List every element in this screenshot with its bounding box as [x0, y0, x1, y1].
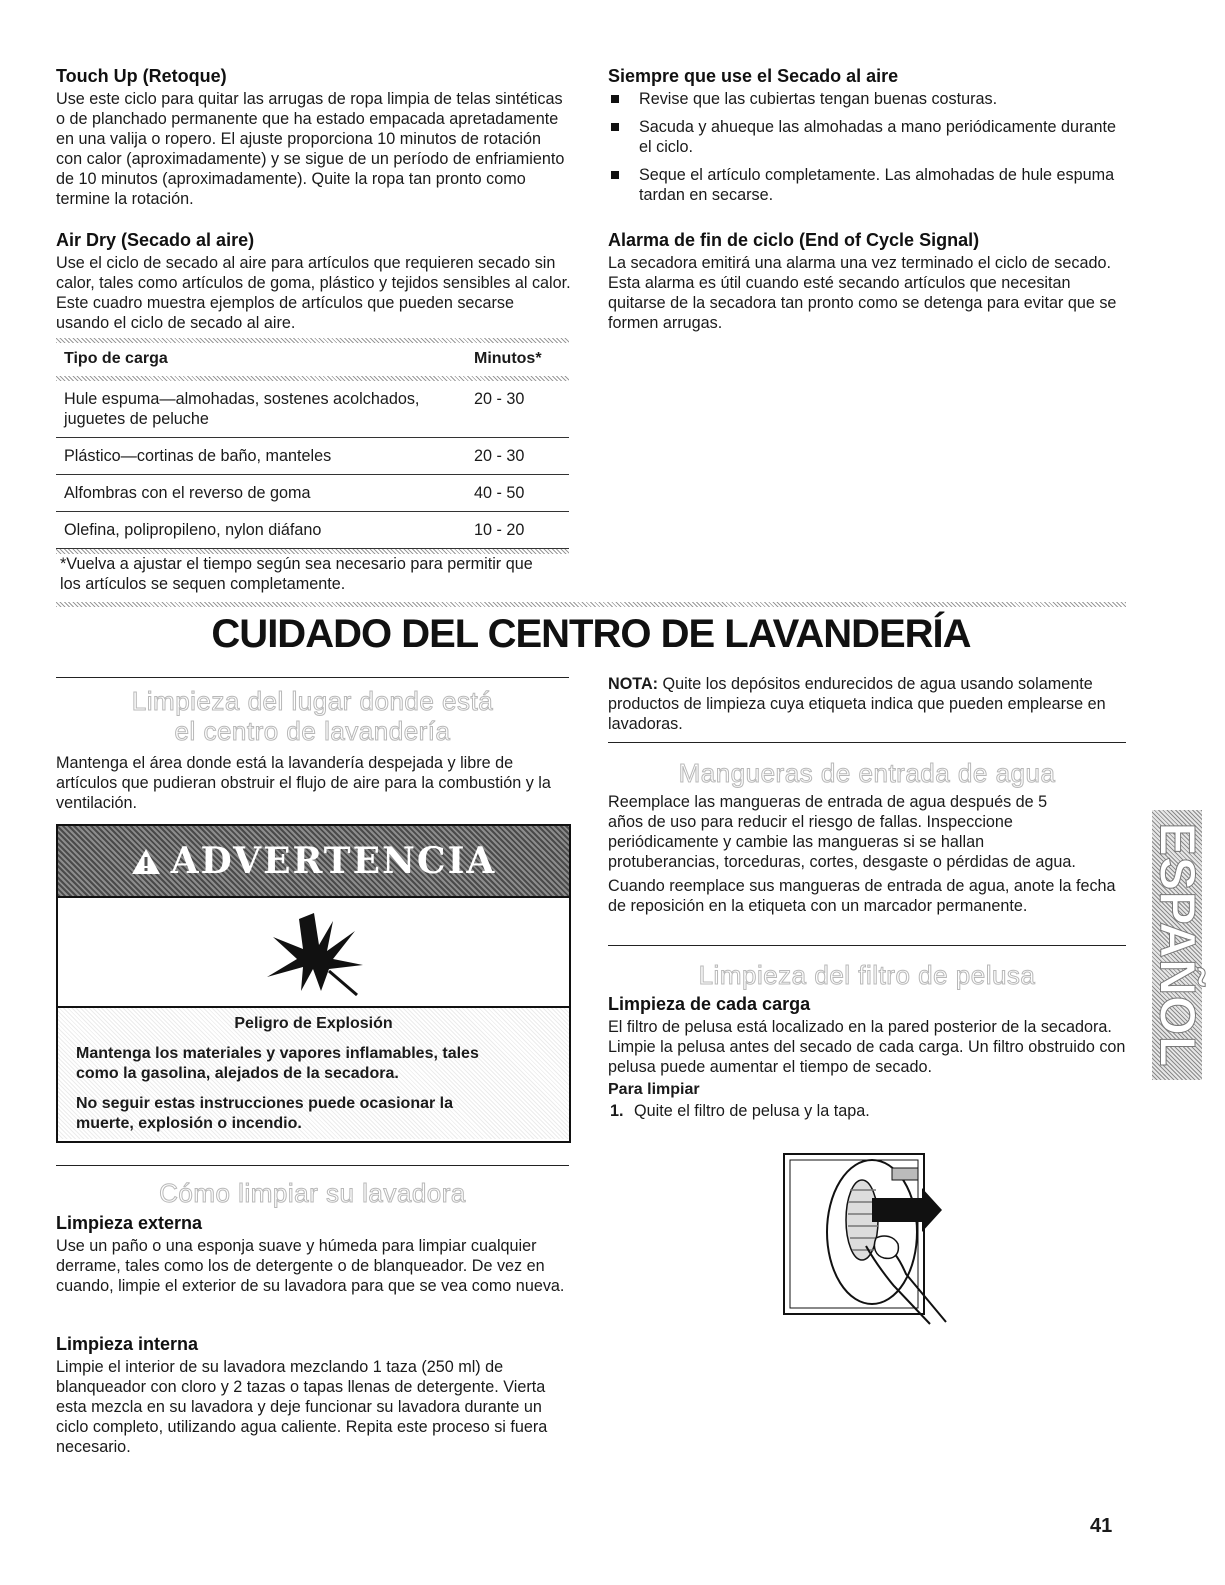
list-item: [608, 117, 1128, 157]
limpieza-interna-body: Limpie el interior de su lavadora mezclando 1 taza (250 ml) de blanqueador con cloro y 2 tazas o tapas llenas de detergente. Vierta esta mezcla en su lavadora y deje funcionar su lavadora durante un ciclo completo, utilizando agua caliente. Repita este proceso si fuera necesario.: [56, 1358, 548, 1456]
limpieza-lugar-heading: [56, 686, 569, 746]
step-item: [608, 1101, 1126, 1121]
touch-up-heading: Touch Up (Retoque): [56, 66, 227, 86]
limpieza-lugar-heading-line1: Limpieza del lugar donde está: [131, 686, 494, 716]
limpieza-interna-section: [56, 1334, 571, 1457]
table-row: [56, 381, 569, 438]
table-row: [56, 512, 569, 549]
section-rule: [608, 945, 1126, 946]
page-title: CUIDADO DEL CENTRO DE LAVANDERÍA: [211, 612, 971, 656]
touch-up-section: [56, 66, 571, 209]
table-footnote: *Vuelva a ajustar el tiempo según sea necesario para permitir que los artículos se sequen completamente.: [60, 555, 533, 593]
bullet-text: Revise que las cubiertas tengan buenas costuras.: [639, 90, 998, 108]
filtro-section: [608, 994, 1126, 1121]
alarma-section: [608, 230, 1128, 333]
table-row: [56, 438, 569, 475]
alarma-heading: Alarma de fin de ciclo (End of Cycle Signal): [608, 230, 980, 250]
table-cell-load: Plástico—cortinas de baño, manteles: [64, 447, 332, 465]
lint-filter-illustration: [780, 1150, 960, 1325]
filtro-body: El filtro de pelusa está localizado en la pared posterior de la secadora. Limpie la pelusa antes del secado de cada carga. Un filtro obstruido con pelusa puede aumentar el tiempo de secado.: [608, 1018, 1126, 1076]
air-dry-heading: Air Dry (Secado al aire): [56, 230, 255, 250]
bullet-square-icon: [611, 95, 619, 103]
language-side-label: ESPAÑOL: [1149, 822, 1205, 1068]
air-dry-body: Use el ciclo de secado al aire para artículos que requieren secado sin calor, tales como artículos de goma, plástico y tejidos sensibles al calor. Este cuadro muestra ejemplos de artículos que pueden secarse usando el ciclo de secado al aire.: [56, 254, 571, 332]
section-rule: [56, 677, 569, 678]
bullet-text: Sacuda y ahueque las almohadas a mano periódicamente durante el ciclo.: [639, 118, 1116, 156]
list-item: [608, 165, 1128, 205]
table-header: [56, 344, 569, 376]
mangueras-body1: Reemplace las mangueras de entrada de agua después de 5 años de uso para reducir el riesgo de fallas. Inspeccione periódicamente y cambie las mangueras si se hallan protuberancias, torceduras, cortes, desgaste o pérdidas de agua.: [608, 793, 1076, 871]
table-cell-minutes: 40 - 50: [474, 484, 525, 502]
limpieza-externa-body: Use un paño o una esponja suave y húmeda para limpiar cualquier derrame, tales como los de detergente o de blanqueador. De vez en cuando, limpie el exterior de su lavadora para que se vea como nueva.: [56, 1237, 565, 1295]
mangueras-body2: Cuando reemplace sus mangueras de entrada de agua, anote la fecha de reposición en la etiqueta con un marcador permanente.: [608, 877, 1116, 915]
limpieza-interna-heading: Limpieza interna: [56, 1334, 199, 1354]
page-number: 41: [1090, 1515, 1113, 1537]
air-dry-section: [56, 230, 571, 333]
step-number: 1.: [610, 1102, 624, 1120]
limpieza-lugar-body: Mantenga el área donde está la lavandería despejada y libre de artículos que pudieran obstruir el flujo de aire para la combustión y la ventilación.: [56, 754, 551, 812]
warning-line2: No seguir estas instrucciones puede ocasionar la muerte, explosión o incendio.: [76, 1095, 454, 1132]
warning-text-area: [58, 1008, 569, 1139]
bullet-square-icon: [611, 171, 619, 179]
warning-symbol-area: [58, 896, 569, 1008]
section-rule: [608, 742, 1126, 743]
table-cell-load: Hule espuma—almohadas, sostenes acolchados, juguetes de peluche: [64, 390, 420, 428]
limpieza-lugar-heading-line2: el centro de lavandería: [174, 716, 451, 746]
explosion-icon: [259, 907, 369, 997]
table-col-load: Tipo de carga: [64, 350, 168, 367]
bullet-square-icon: [611, 123, 619, 131]
page-divider: [56, 602, 1126, 607]
nota-body: Quite los depósitos endurecidos de agua usando solamente productos de limpieza cuya etiqueta indica que pueden emplearse en lavadoras.: [608, 675, 1106, 733]
warning-banner: [58, 826, 569, 896]
mangueras-heading: Mangueras de entrada de agua: [678, 758, 1056, 788]
step-text: Quite el filtro de pelusa y la tapa.: [634, 1102, 870, 1120]
siempre-heading: Siempre que use el Secado al aire: [608, 66, 899, 86]
touch-up-body: Use este ciclo para quitar las arrugas de ropa limpia de telas sintéticas o de planchado permanente que ha estado empacada apretadamente en una valija o ropero. El ajuste proporciona 10 minutos de rotación con calor (aproximadamente) y se sigue de un período de enfriamiento de 10 minutos (aproximadamente). Quite la ropa tan pronto como termine la rotación.: [56, 90, 565, 208]
table-cell-minutes: 20 - 30: [474, 447, 525, 465]
nota-label: NOTA:: [608, 675, 659, 693]
bullet-text: Seque el artículo completamente. Las almohadas de hule espuma tardan en secarse.: [639, 166, 1115, 204]
limpieza-externa-heading: Limpieza externa: [56, 1213, 203, 1233]
section-rule: [56, 1165, 569, 1166]
para-limpiar-heading: Para limpiar: [608, 1081, 700, 1098]
warning-hazard: Peligro de Explosión: [234, 1015, 393, 1032]
list-item: [608, 89, 1128, 109]
nota-paragraph: [608, 674, 1118, 734]
warning-box: [56, 824, 571, 1143]
filtro-sub-heading: Limpieza de cada carga: [608, 994, 811, 1014]
warning-triangle-icon: [131, 848, 161, 875]
warning-line1: Mantenga los materiales y vapores inflamables, tales como la gasolina, alejados de la secadora.: [76, 1045, 479, 1082]
filtro-heading: Limpieza del filtro de pelusa: [698, 960, 1036, 990]
table-cell-minutes: 20 - 30: [474, 390, 525, 408]
table-cell-load: Olefina, polipropileno, nylon diáfano: [64, 521, 322, 539]
table-cell-minutes: 10 - 20: [474, 521, 525, 539]
language-side-label-wrap: [1149, 810, 1205, 1080]
table-col-minutes: Minutos*: [474, 350, 542, 367]
alarma-body: La secadora emitirá una alarma una vez terminado el ciclo de secado. Esta alarma es útil cuando esté secando artículos que necesitan quitarse de la secadora tan pronto como se detenga para evitar que se formen arrugas.: [608, 254, 1117, 332]
limpieza-externa-section: [56, 1213, 571, 1296]
mangueras-section: [608, 792, 1126, 916]
siempre-section: [608, 66, 1128, 213]
table-cell-load: Alfombras con el reverso de goma: [64, 484, 311, 502]
como-limpiar-heading: Cómo limpiar su lavadora: [159, 1178, 466, 1208]
table-top-rule: [56, 338, 569, 343]
table-row: [56, 475, 569, 512]
warning-title: ADVERTENCIA: [170, 840, 497, 882]
air-dry-table: [56, 344, 569, 594]
